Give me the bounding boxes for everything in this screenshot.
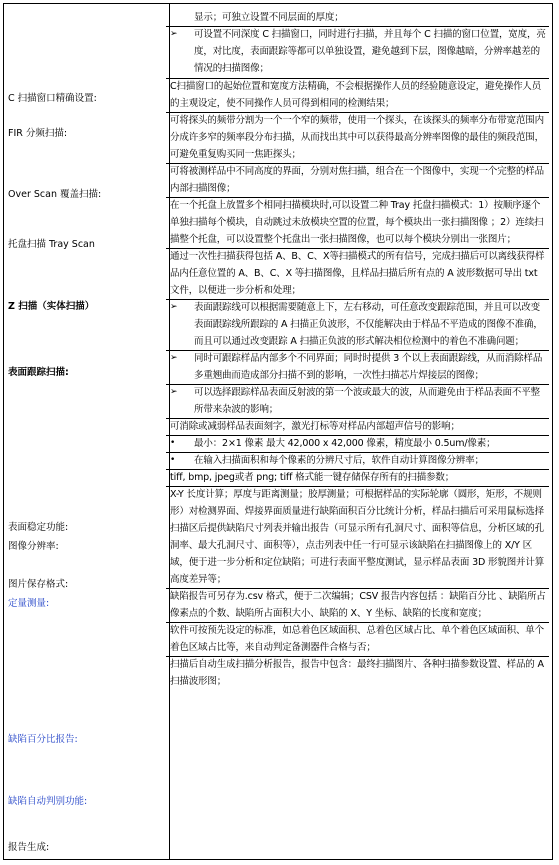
label-surface-stable: 表面稳定功能: (8, 522, 69, 533)
text-percent: 缺陷报告可另存为.csv 格式，便于二次编辑；CSV 报告内容包括 ：缺陷百分比 、缺陷所占像素点的个数、缺陷所占面积大小、缺陷的 X、Y 坐标、缺陷的长度和宽度； (170, 591, 546, 619)
row-separator (166, 435, 549, 436)
label-defect-percent: 缺陷百分比报告: (8, 734, 78, 745)
row-separator (166, 197, 549, 198)
text-res-1: 最小：2×1 像素 最大 42,000 x 42,000 像素，精度最小 0.5um/像素； (194, 438, 496, 449)
row-separator (166, 248, 549, 249)
label-resolution: 图像分辨率: (8, 541, 59, 552)
row-separator (166, 384, 549, 385)
text-track-3: 可以选择跟踪样品表面反射波的第一个波或最大的波，从而避免由于样品表面不平整所带来杂波的影响； (194, 387, 540, 415)
label-surface-tracking: 表面跟踪扫描: (8, 367, 69, 378)
row-separator (166, 622, 549, 623)
bullet-item (170, 452, 547, 469)
row-separator (166, 26, 549, 27)
label-overscan: Over Scan 覆盖扫描: (8, 189, 102, 200)
dot-bullet-icon: • (170, 455, 176, 465)
row-separator (166, 163, 549, 164)
row-separator (166, 299, 549, 300)
text-layer-thickness: 显示；可独立设置不同层面的厚度； (194, 12, 344, 23)
row-separator (166, 112, 549, 113)
text-multi-window: 可设置不同深度 C 扫描窗口，同时进行扫描，并且每个 C 扫描的窗口位置，宽度，亮度，对比度，表面跟踪等都可以单独设置，避免越到下层，图像越暗，分辨率越差的情况的扫描图像； (194, 29, 546, 74)
text-overscan: 可将被测样品中不同高度的界面，分别对焦扫描，组合在一个图像中，实现一个完整的样品内部扫描图像； (170, 166, 545, 194)
bullet-item (170, 384, 547, 418)
text-res-2: 在输入扫描面积和每个像素的分辨尺寸后，软件自动计算图像分辨率； (194, 455, 484, 466)
text-format: tiff, bmp, jpeg或者 png; tiff 格式能一键存储保存所有的扫描参数； (170, 472, 455, 483)
label-auto-judge: 缺陷自动判别功能: (8, 796, 88, 807)
arrow-bullet-icon: ➢ (170, 29, 178, 39)
text-track-1: 表面跟踪线可以根据需要随意上下，左右移动，可任意改变跟踪范围，并且可以改变表面跟踪线所跟踪的 A 扫描正负波形，不仅能解决由于样品不平造成的图像不准确，而且可以通过改变跟踪 A 扫描正负波的形式解决相位检测中的着色不准确问题； (194, 302, 543, 347)
label-tray-scan: 托盘扫描 Tray Scan (8, 239, 95, 250)
text-report: 扫描后自动生成扫描分析报告，报告中包含：最终扫描图片、各种扫描参数设置、样品的 A 扫描波形图； (170, 659, 544, 687)
row-separator (166, 656, 549, 657)
text-auto: 软件可按预先设定的标准，如总着色区域面积、总着色区域占比、单个着色区域面积、单个着色区域占比等，来自动判定备测器件合格与否； (170, 625, 545, 653)
dot-bullet-icon: • (170, 438, 176, 448)
bullet-item (170, 435, 547, 452)
row-separator (166, 452, 549, 453)
label-c-window: C 扫描窗口精确设置: (8, 93, 97, 104)
row-separator (166, 588, 549, 589)
arrow-bullet-icon: ➢ (170, 302, 178, 312)
bullet-item (170, 350, 547, 384)
row-separator (166, 418, 549, 419)
row-separator (166, 486, 549, 487)
text-c-window: C扫描窗口的起始位置和宽度方法精确，不会根据操作人员的经验随意设定，避免操作人员的主观设定，使不同操作人员可得到相同的检测结果； (170, 81, 542, 109)
text-tray: 在一个托盘上放置多个相同扫描模块时,可以设置二种 Tray 托盘扫描模式：1）按顺序逐个单独扫描每个模块，自动跳过未放模块空置的位置，每个模块出一张扫描图像 ；2）连续扫描整个托盘，可以设置整个托盘出一张扫描图像，也可以每个模块分别出一张图片； (170, 200, 544, 245)
arrow-bullet-icon: ➢ (170, 353, 178, 363)
bullet-item (170, 26, 547, 77)
text-zscan: 通过一次性扫描获得包括 A、B、C、X等扫描模式的所有信号，完成扫描后可以离线获得样品内任意位置的 A、B、C、X 等扫描图像，且样品扫描后所有点的 A 波形数据可导出 txt 文件，以便进一步分析和处理； (170, 251, 545, 296)
text-measure: X-Y 长度计算；厚度与距离测量；胶厚测量；可根据样品的实际轮廓（圆形，矩形，不规则形）对检测界面、焊接界面质量进行缺陷面积百分比统计分析，样品扫描后可采用鼠标选择扫描区后提供缺陷尺寸列表并输出报告（可显示所有孔洞尺寸、面积等信息，分析区域的孔洞率、最大孔洞尺寸、面积等），点击列表中任一行可显示该缺陷在扫描图像上的 X/Y 区域，便于进一步分析和定位缺陷；可进行表面平整度测试，显示样品表面 3D 形貌图并计算高度差异等； (170, 489, 545, 585)
bullet-item (170, 299, 547, 350)
label-report: 报告生成: (8, 842, 50, 853)
arrow-bullet-icon: ➢ (170, 387, 178, 397)
label-z-scan: Z 扫描（实体扫描） (8, 301, 95, 312)
label-fir: FIR 分频扫描: (8, 128, 68, 139)
row-separator (166, 469, 549, 470)
text-track-2: 同时可跟踪样品内部多个不同界面；同时时提供 3 个以上表面跟踪线，从而消除样品多重翘曲而造成部分扫描不到的影响，一次性扫描芯片焊接层的图像； (194, 353, 543, 381)
text-stable: 可消除或减弱样品表面刻字，激光打标等对样品内部超声信号的影响； (170, 421, 460, 432)
row-separator (166, 78, 549, 79)
label-save-format: 图片保存格式: (8, 579, 69, 590)
row-separator (166, 350, 549, 351)
text-fir: 可将探头的频带分割为一个一个窄的频带，使用一个探头，在该探头的频率分布带宽范围内分成许多窄的频率段分布扫描，从而找出其中可以获得最高分辨率图像的最佳的频段范围，可避免重复购买同一焦距探头； (170, 115, 545, 160)
label-measurement: 定量测量: (8, 598, 50, 609)
